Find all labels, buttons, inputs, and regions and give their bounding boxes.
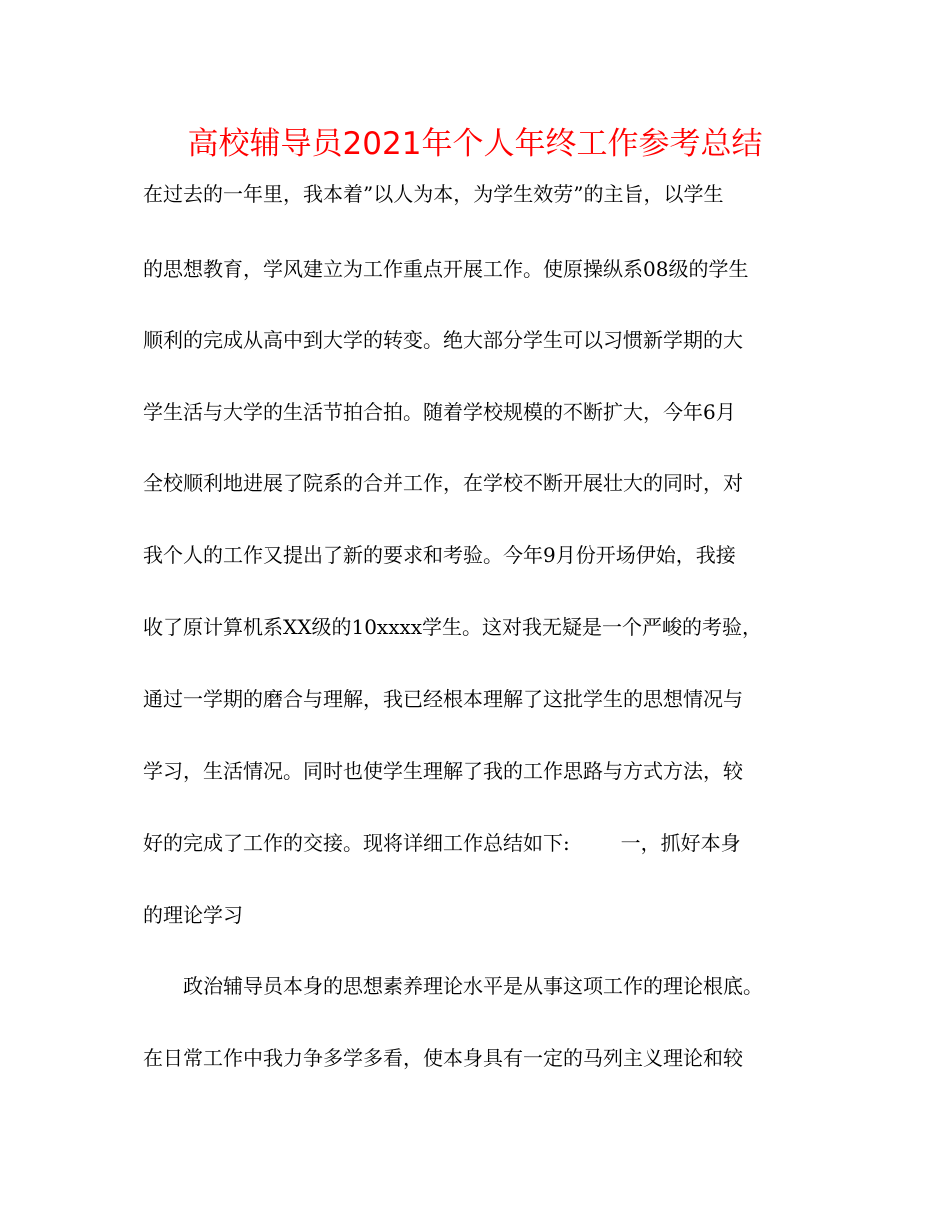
body-line-10: 好的完成了工作的交接。现将详细工作总结如下: 一，抓好本身 xyxy=(143,831,741,855)
body-line-4: 学生活与大学的生活节拍合拍。随着学校规模的不断扩大，今年6月 xyxy=(143,400,736,424)
body-line-13: 在日常工作中我力争多学多看，使本身具有一定的马列主义理论和较 xyxy=(143,1046,743,1070)
body-line-9: 学习，生活情况。同时也使学生理解了我的工作思路与方式方法，较 xyxy=(143,759,743,783)
body-line-3: 顺利的完成从高中到大学的转变。绝大部分学生可以习惯新学期的大 xyxy=(143,328,743,352)
body-line-8: 通过一学期的磨合与理解，我已经根本理解了这批学生的思想情况与 xyxy=(143,687,743,711)
body-line-11: 的理论学习 xyxy=(143,903,243,927)
body-line-2: 的思想教育，学风建立为工作重点开展工作。使原操纵系08级的学生 xyxy=(143,257,749,281)
body-line-5: 全校顺利地进展了院系的合并工作，在学校不断开展壮大的同时，对 xyxy=(143,471,743,495)
document-title: 高校辅导员2021年个人年终工作参考总结 xyxy=(187,126,763,162)
body-line-7: 收了原计算机系XX级的10xxxx学生。这对我无疑是一个严峻的考验， xyxy=(143,615,763,639)
body-line-6: 我个人的工作又提出了新的要求和考验。今年9月份开场伊始，我接 xyxy=(143,543,736,567)
body-line-1: 在过去的一年里，我本着”以人为本，为学生效劳”的主旨，以学生 xyxy=(143,182,724,206)
body-line-12: 政治辅导员本身的思想素养理论水平是从事这项工作的理论根底。 xyxy=(183,974,763,998)
